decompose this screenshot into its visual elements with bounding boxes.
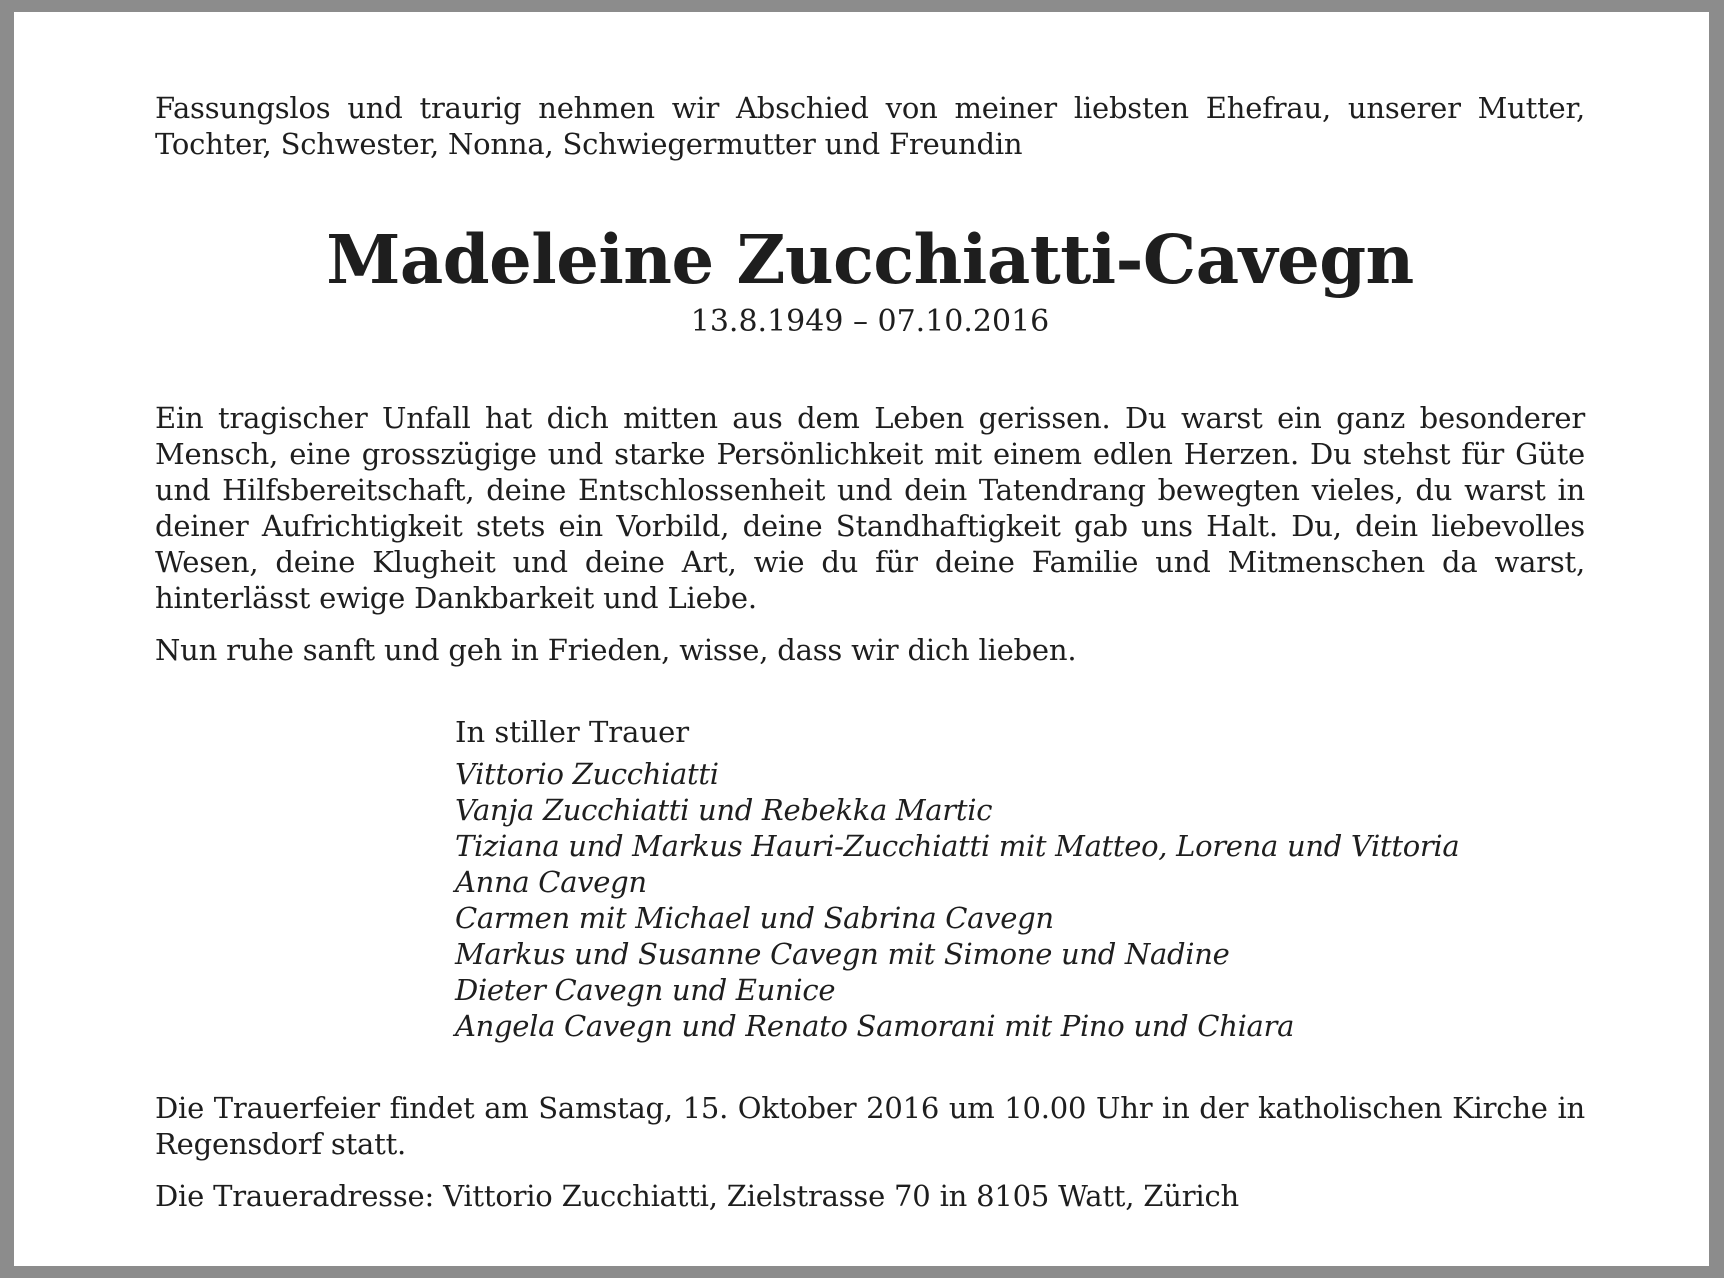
service-info: Die Trauerfeier findet am Samstag, 15. Oktober 2016 um 10.00 Uhr in der katholischen Kirche in Regensdorf statt. <box>155 1091 1585 1161</box>
intro-text: Fassungslos und traurig nehmen wir Abschied von meiner liebsten Ehefrau, unserer Mutter, Tochter, Schwester, Nonna, Schwiegermutter und Freundin <box>155 91 1585 161</box>
farewell-text: Nun ruhe sanft und geh in Frieden, wisse, dass wir dich lieben. <box>155 633 1077 667</box>
mourner-line: Carmen mit Michael und Sabrina Cavegn <box>455 901 1054 935</box>
obituary-notice <box>14 12 1709 1266</box>
life-dates: 13.8.1949 – 07.10.2016 <box>690 304 1050 339</box>
deceased-name: Madeleine Zucchiatti-Cavegn <box>326 220 1414 299</box>
mourner-line: Anna Cavegn <box>455 865 647 899</box>
notice-content <box>155 76 1585 1214</box>
mourner-line: Markus und Susanne Cavegn mit Simone und Nadine <box>455 937 1230 971</box>
mourner-line: Dieter Cavegn und Eunice <box>455 973 836 1007</box>
mourners-block <box>455 714 1585 1044</box>
mourner-line: Tiziana und Markus Hauri-Zucchiatti mit Matteo, Lorena und Vittoria <box>455 829 1460 863</box>
mourning-address: Die Traueradresse: Vittorio Zucchiatti, Zielstrasse 70 in 8105 Watt, Zürich <box>155 1179 1239 1213</box>
mourner-line: Vittorio Zucchiatti <box>455 757 719 791</box>
mourner-line: Angela Cavegn und Renato Samorani mit Pino und Chiara <box>455 1009 1295 1043</box>
mourners-heading: In stiller Trauer <box>455 715 690 749</box>
mourner-line: Vanja Zucchiatti und Rebekka Martic <box>455 793 993 827</box>
tribute-text: Ein tragischer Unfall hat dich mitten aus dem Leben gerissen. Du warst ein ganz besonderer Mensch, eine grosszügige und starke Persönlichkeit mit einem edlen Herzen. Du stehst für Güte und Hilfsbereitschaft, deine Entschlossenheit und dein Tatendrang bewegten vieles, du warst in deiner Aufrichtigkeit stets ein Vorbild, deine Standhaftigkeit gab uns Halt. Du, dein liebevolles Wesen, deine Klugheit und deine Art, wie du für deine Familie und Mitmenschen da warst, hinterlässt ewige Dankbarkeit und Liebe. <box>155 401 1585 615</box>
